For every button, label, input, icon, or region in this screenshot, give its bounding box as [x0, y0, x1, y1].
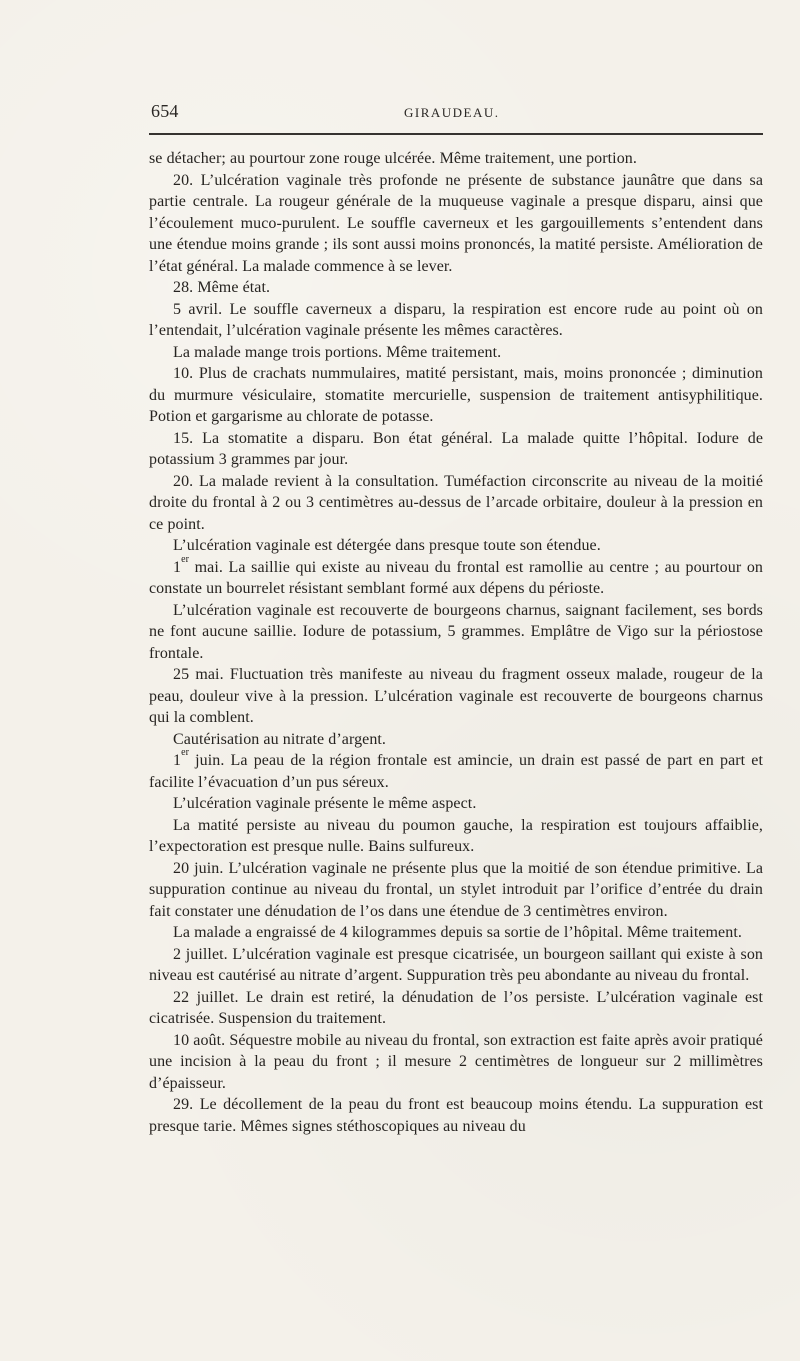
running-title: GIRAUDEAU.: [404, 105, 500, 120]
body-text: [149, 148, 763, 1137]
paragraph: 25 mai. Fluctuation très manifeste au niveau du fragment osseux malade, rougeur de la peau, douleur vive à la pression. L’ulcération vaginale est recouverte de bourgeons charnus qui la comblent.: [149, 666, 763, 726]
paragraph: 15. La stomatite a disparu. Bon état général. La malade quitte l’hôpital. Iodure de potassium 3 grammes par jour.: [149, 429, 763, 468]
paragraph: 10 août. Séquestre mobile au niveau du frontal, son extraction est faite après avoir pratiqué une incision à la peau du front ; il mesure 2 centimètres de longueur sur 2 millimètres d’épaisseur.: [149, 1031, 763, 1092]
paragraph: La malade a engraissé de 4 kilogrammes depuis sa sortie de l’hôpital. Même traitement.: [173, 924, 742, 941]
date-prefix: 1: [173, 752, 182, 769]
paragraph: La matité persiste au niveau du poumon gauche, la respiration est toujours affaiblie, l’expectoration est presque nulle. Bains sulfureux.: [149, 816, 763, 855]
paragraph: 2 juillet. L’ulcération vaginale est presque cicatrisée, un bourgeon saillant qui existe à son niveau est cautérisé au nitrate d’argent. Suppuration très peu abondante au niveau du frontal.: [149, 945, 763, 984]
paragraph: 20. La malade revient à la consultation. Tuméfaction circonscrite au niveau de la moitié droite du frontal à 2 ou 3 centimètres au-dessus de l’arcade orbitaire, douleur à la pression en ce point.: [149, 472, 763, 533]
date-prefix: 1: [173, 558, 182, 576]
paragraph: [149, 747, 763, 793]
paragraph: 29. Le décollement de la peau du front est beaucoup moins étendu. La suppuration est presque tarie. Mêmes signes stéthoscopiques au niveau du: [149, 1096, 763, 1135]
paragraph: La malade mange trois portions. Même traitement.: [173, 343, 502, 361]
paragraph: L’ulcération vaginale présente le même aspect.: [173, 795, 477, 812]
paragraph: 5 avril. Le souffle caverneux a disparu, la respiration est encore rude au point où on l’entendait, l’ulcération vaginale présente les mêmes caractères.: [149, 300, 763, 339]
paragraph: 20. L’ulcération vaginale très profonde ne présente de substance jaunâtre que dans sa partie centrale. La rougeur générale de la muqueuse vaginale a presque disparu, ainsi que l’écoulement muco-purulent. Le souffle caverneux et les gargouillements s’entendent dans une étendue moins grande ; ils sont aussi moins prononcés, la matité persiste. Amélioration de l’état général. La malade commence à se lever.: [149, 171, 763, 275]
ordinal-superscript: er: [181, 747, 190, 759]
paragraph: 10. Plus de crachats nummulaires, matité persistant, mais, moins prononcée ; diminution du murmure vésiculaire, stomatite mercurielle, suspension de traitement antisyphilitique. Potion et gargarisme au chlorate de potasse.: [149, 365, 763, 425]
ordinal-superscript: er: [181, 553, 190, 565]
page-number: 654: [151, 101, 179, 121]
paragraph: L’ulcération vaginale est détergée dans presque toute son étendue.: [173, 537, 601, 554]
paragraph: [149, 553, 763, 600]
paragraph: L’ulcération vaginale est recouverte de bourgeons charnus, saignant facilement, ses bords ne font aucune saillie. Iodure de potassium, 5 grammes. Emplâtre de Vigo sur la périostose frontale.: [149, 601, 763, 662]
paragraph: 22 juillet. Le drain est retiré, la dénudation de l’os persiste. L’ulcération vaginale est cicatrisée. Suspension du traitement.: [149, 988, 763, 1027]
header-rule: [149, 133, 763, 135]
running-head: [149, 101, 763, 119]
paragraph: Cautérisation au nitrate d’argent.: [173, 730, 387, 748]
paragraph: se détacher; au pourtour zone rouge ulcérée. Même traitement, une portion.: [149, 150, 637, 167]
paragraph-text: juin. La peau de la région frontale est amincie, un drain est passé de part en part et facilite l’évacuation d’un pus séreux.: [149, 752, 763, 791]
paragraph: 20 juin. L’ulcération vaginale ne présente plus que la moitié de son étendue primitive. La suppuration continue au niveau du frontal, un stylet introduit par l’orifice d’entrée du drain fait constater une dénudation de l’os dans une étendue de 3 centimètres environ.: [149, 859, 763, 920]
paragraph-text: mai. La saillie qui existe au niveau du frontal est ramollie au centre ; au pourtour on constate un bourrelet résistant semblant formé aux dépens du périoste.: [149, 558, 763, 597]
paragraph: 28. Même état.: [173, 279, 271, 296]
